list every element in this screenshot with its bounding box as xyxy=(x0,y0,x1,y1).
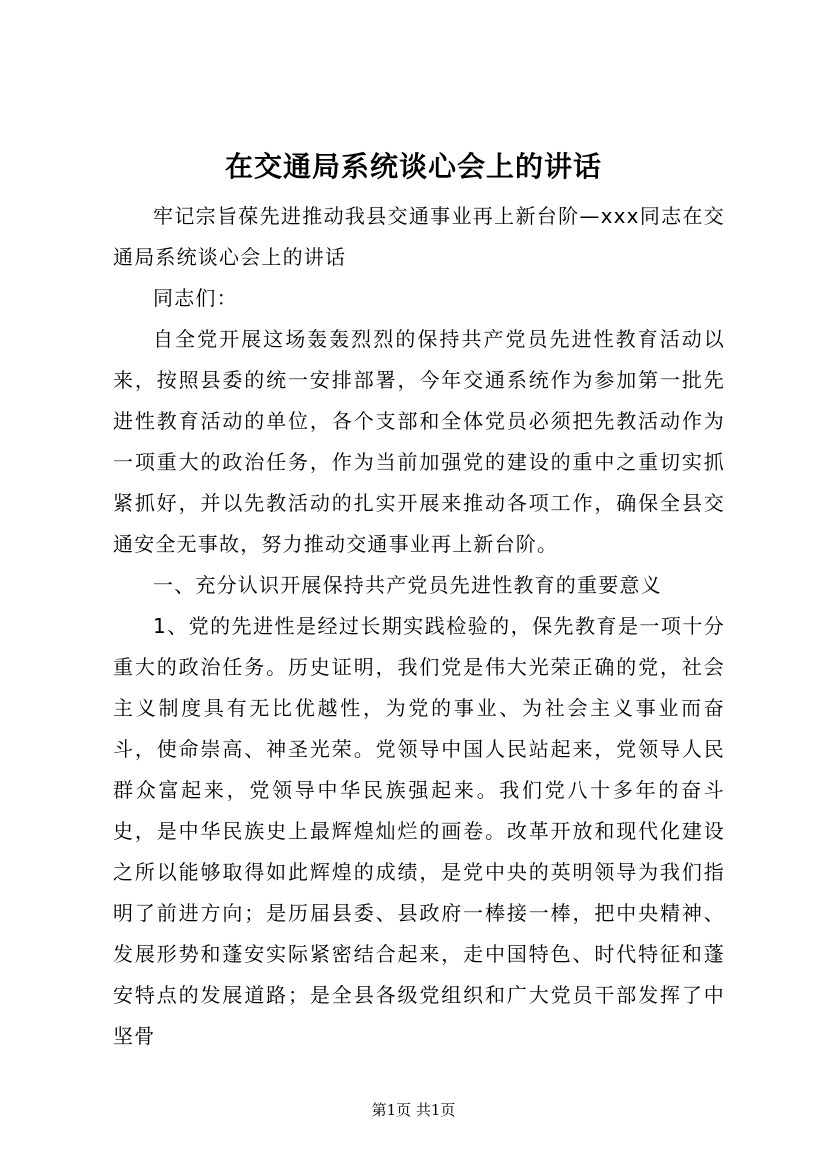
page-number: 第1页 共1页 xyxy=(371,1101,456,1119)
paragraph-intro: 自全党开展这场轰轰烈烈的保持共产党员先进性教育活动以来，按照县委的统一安排部署，今年交通系统作为参加第一批先进性教育活动的单位，各个支部和全体党员必须把先教活动作为一项重大的政治任务，作为当前加强党的建设的重中之重切实抓紧抓好，并以先教活动的扎实开展来推动各项工作，确保全县交通安全无事故，努力推动交通事业再上新台阶。 xyxy=(113,327,725,556)
section-heading-1: 一、充分认识开展保持共产党员先进性教育的重要意义 xyxy=(153,573,662,597)
paragraph-point-1: 1、党的先进性是经过长期实践检验的，保先教育是一项十分重大的政治任务。历史证明，我们党是伟大光荣正确的党，社会主义制度具有无比优越性，为党的事业、为社会主义事业而奋斗，使命崇高、神圣光荣。党领导中国人民站起来，党领导人民群众富起来，党领导中华民族强起来。我们党八十多年的奋斗史，是中华民族史上最辉煌灿烂的画卷。改革开放和现代化建设之所以能够取得如此辉煌的成绩，是党中央的英明领导为我们指明了前进方向；是历届县委、县政府一棒接一棒，把中央精神、发展形势和蓬安实际紧密结合起来，走中国特色、时代特征和蓬安特点的发展道路；是全县各级党组织和广大党员干部发挥了中坚骨 xyxy=(113,614,725,1048)
document-title: 在交通局系统谈心会上的讲话 xyxy=(224,150,602,183)
document-body xyxy=(113,196,725,1057)
paragraph-salutation: 同志们： xyxy=(153,286,238,310)
paragraph-subtitle: 牢记宗旨葆先进推动我县交通事业再上新台阶—xxx同志在交通局系统谈心会上的讲话 xyxy=(113,204,725,269)
